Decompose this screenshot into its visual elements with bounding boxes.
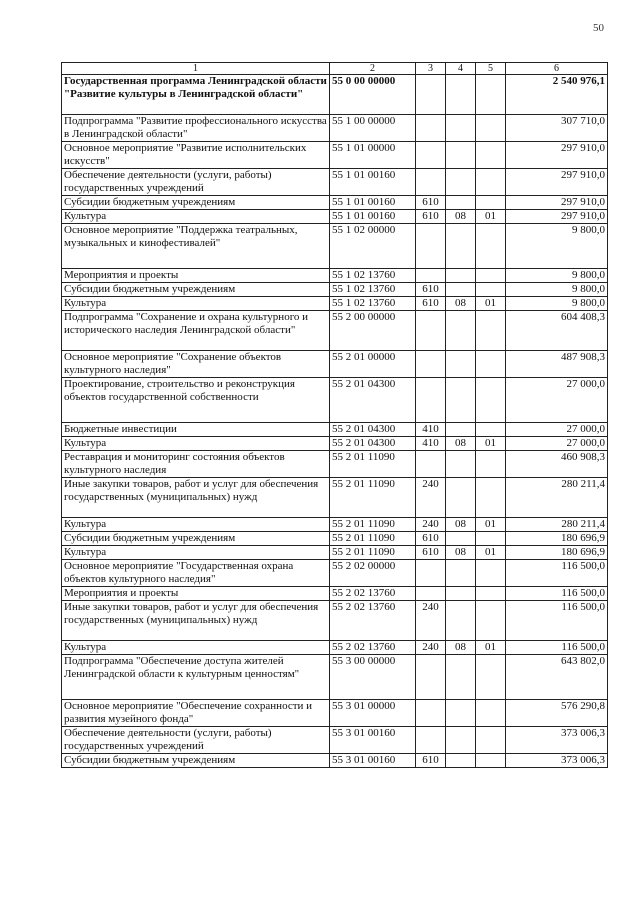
header-col-5: 5 bbox=[476, 63, 506, 75]
row-name-cell: Основное мероприятие "Государственная охрана объектов культурного наследия" bbox=[62, 560, 330, 587]
row-col4-cell bbox=[446, 587, 476, 601]
row-code-cell: 55 2 01 11090 bbox=[330, 451, 416, 478]
row-col3-cell: 610 bbox=[416, 546, 446, 560]
table-row bbox=[62, 115, 608, 142]
row-amount-cell: 27 000,0 bbox=[506, 423, 608, 437]
row-col3-cell: 240 bbox=[416, 478, 446, 518]
row-amount-cell: 604 408,3 bbox=[506, 311, 608, 351]
row-name-cell: Культура bbox=[62, 641, 330, 655]
row-amount-cell: 280 211,4 bbox=[506, 478, 608, 518]
row-code-cell: 55 2 01 11090 bbox=[330, 478, 416, 518]
row-name-cell: Культура bbox=[62, 210, 330, 224]
row-amount-cell: 116 500,0 bbox=[506, 641, 608, 655]
row-col5-cell bbox=[476, 75, 506, 115]
header-col-1: 1 bbox=[62, 63, 330, 75]
table-row bbox=[62, 224, 608, 269]
row-col3-cell bbox=[416, 378, 446, 423]
row-amount-cell: 9 800,0 bbox=[506, 297, 608, 311]
row-name-cell: Субсидии бюджетным учреждениям bbox=[62, 532, 330, 546]
row-col4-cell bbox=[446, 196, 476, 210]
row-col3-cell: 610 bbox=[416, 754, 446, 768]
table-row bbox=[62, 437, 608, 451]
row-col5-cell bbox=[476, 115, 506, 142]
row-col5-cell bbox=[476, 601, 506, 641]
table-row bbox=[62, 196, 608, 210]
row-amount-cell: 487 908,3 bbox=[506, 351, 608, 378]
row-col3-cell: 410 bbox=[416, 423, 446, 437]
row-col4-cell bbox=[446, 378, 476, 423]
row-col3-cell bbox=[416, 727, 446, 754]
row-code-cell: 55 2 02 13760 bbox=[330, 601, 416, 641]
row-col4-cell bbox=[446, 269, 476, 283]
row-amount-cell: 116 500,0 bbox=[506, 587, 608, 601]
row-name-cell: Иные закупки товаров, работ и услуг для обеспечения государственных (муниципальных) нужд bbox=[62, 601, 330, 641]
row-code-cell: 55 2 01 04300 bbox=[330, 437, 416, 451]
row-name-cell: Государственная программа Ленинградской области "Развитие культуры в Ленинградской области" bbox=[62, 75, 330, 115]
row-col4-cell bbox=[446, 700, 476, 727]
row-col4-cell: 08 bbox=[446, 210, 476, 224]
row-amount-cell: 27 000,0 bbox=[506, 378, 608, 423]
row-col3-cell: 610 bbox=[416, 210, 446, 224]
row-name-cell: Мероприятия и проекты bbox=[62, 269, 330, 283]
row-col3-cell bbox=[416, 655, 446, 700]
row-col5-cell bbox=[476, 423, 506, 437]
row-name-cell: Бюджетные инвестиции bbox=[62, 423, 330, 437]
header-col-4: 4 bbox=[446, 63, 476, 75]
table-row bbox=[62, 142, 608, 169]
row-col3-cell bbox=[416, 269, 446, 283]
row-code-cell: 55 2 01 04300 bbox=[330, 423, 416, 437]
row-col5-cell: 01 bbox=[476, 437, 506, 451]
table-row bbox=[62, 587, 608, 601]
row-col4-cell bbox=[446, 169, 476, 196]
row-name-cell: Основное мероприятие "Поддержка театральных, музыкальных и кинофестивалей" bbox=[62, 224, 330, 269]
row-amount-cell: 9 800,0 bbox=[506, 224, 608, 269]
header-col-6: 6 bbox=[506, 63, 608, 75]
row-code-cell: 55 2 00 00000 bbox=[330, 311, 416, 351]
row-col3-cell: 610 bbox=[416, 196, 446, 210]
row-col4-cell bbox=[446, 283, 476, 297]
row-name-cell: Основное мероприятие "Сохранение объектов культурного наследия" bbox=[62, 351, 330, 378]
table-row bbox=[62, 754, 608, 768]
table-row bbox=[62, 423, 608, 437]
row-col4-cell bbox=[446, 351, 476, 378]
table-row bbox=[62, 283, 608, 297]
row-name-cell: Иные закупки товаров, работ и услуг для обеспечения государственных (муниципальных) нужд bbox=[62, 478, 330, 518]
row-col4-cell: 08 bbox=[446, 641, 476, 655]
row-col3-cell: 240 bbox=[416, 641, 446, 655]
row-col3-cell: 410 bbox=[416, 437, 446, 451]
row-col5-cell: 01 bbox=[476, 297, 506, 311]
table-row bbox=[62, 269, 608, 283]
row-amount-cell: 297 910,0 bbox=[506, 169, 608, 196]
row-col4-cell bbox=[446, 423, 476, 437]
row-name-cell: Подпрограмма "Сохранение и охрана культурного и исторического наследия Ленинградской области" bbox=[62, 311, 330, 351]
row-col4-cell bbox=[446, 311, 476, 351]
row-col5-cell bbox=[476, 283, 506, 297]
row-amount-cell: 180 696,9 bbox=[506, 532, 608, 546]
row-name-cell: Культура bbox=[62, 546, 330, 560]
row-code-cell: 55 2 02 13760 bbox=[330, 641, 416, 655]
table-row bbox=[62, 75, 608, 115]
row-name-cell: Культура bbox=[62, 297, 330, 311]
row-amount-cell: 280 211,4 bbox=[506, 518, 608, 532]
table-row bbox=[62, 727, 608, 754]
row-code-cell: 55 1 02 13760 bbox=[330, 283, 416, 297]
table-row bbox=[62, 700, 608, 727]
row-col5-cell bbox=[476, 655, 506, 700]
row-amount-cell: 576 290,8 bbox=[506, 700, 608, 727]
row-col5-cell bbox=[476, 142, 506, 169]
row-code-cell: 55 3 01 00160 bbox=[330, 754, 416, 768]
row-col4-cell bbox=[446, 451, 476, 478]
table-body bbox=[62, 75, 608, 768]
row-col3-cell bbox=[416, 75, 446, 115]
row-col5-cell bbox=[476, 196, 506, 210]
row-col3-cell: 610 bbox=[416, 283, 446, 297]
row-code-cell: 55 2 01 11090 bbox=[330, 518, 416, 532]
row-code-cell: 55 2 01 11090 bbox=[330, 532, 416, 546]
row-amount-cell: 373 006,3 bbox=[506, 754, 608, 768]
row-code-cell: 55 3 01 00000 bbox=[330, 700, 416, 727]
row-col4-cell bbox=[446, 532, 476, 546]
table-row bbox=[62, 351, 608, 378]
row-name-cell: Основное мероприятие "Развитие исполнительских искусств" bbox=[62, 142, 330, 169]
row-col5-cell bbox=[476, 532, 506, 546]
row-col3-cell bbox=[416, 115, 446, 142]
row-col3-cell bbox=[416, 700, 446, 727]
table-row bbox=[62, 210, 608, 224]
row-amount-cell: 307 710,0 bbox=[506, 115, 608, 142]
row-col5-cell: 01 bbox=[476, 641, 506, 655]
row-col5-cell bbox=[476, 587, 506, 601]
table-header-row bbox=[62, 63, 608, 75]
row-col3-cell bbox=[416, 560, 446, 587]
row-col3-cell bbox=[416, 351, 446, 378]
table-row bbox=[62, 297, 608, 311]
row-code-cell: 55 2 01 04300 bbox=[330, 378, 416, 423]
row-col5-cell bbox=[476, 224, 506, 269]
row-col5-cell bbox=[476, 169, 506, 196]
table-row bbox=[62, 311, 608, 351]
table-row bbox=[62, 560, 608, 587]
table-row bbox=[62, 169, 608, 196]
row-col4-cell bbox=[446, 478, 476, 518]
row-col5-cell bbox=[476, 560, 506, 587]
row-code-cell: 55 1 01 00160 bbox=[330, 196, 416, 210]
budget-table bbox=[61, 62, 608, 768]
row-name-cell: Обеспечение деятельности (услуги, работы) государственных учреждений bbox=[62, 727, 330, 754]
row-col3-cell: 240 bbox=[416, 601, 446, 641]
row-code-cell: 55 1 02 13760 bbox=[330, 269, 416, 283]
row-code-cell: 55 3 01 00160 bbox=[330, 727, 416, 754]
row-amount-cell: 27 000,0 bbox=[506, 437, 608, 451]
table-row bbox=[62, 655, 608, 700]
table-row bbox=[62, 546, 608, 560]
row-amount-cell: 9 800,0 bbox=[506, 283, 608, 297]
row-col4-cell bbox=[446, 754, 476, 768]
row-col3-cell bbox=[416, 142, 446, 169]
header-col-3: 3 bbox=[416, 63, 446, 75]
table-row bbox=[62, 601, 608, 641]
row-code-cell: 55 2 02 13760 bbox=[330, 587, 416, 601]
row-col3-cell: 610 bbox=[416, 297, 446, 311]
row-code-cell: 55 2 01 00000 bbox=[330, 351, 416, 378]
row-code-cell: 55 1 02 13760 bbox=[330, 297, 416, 311]
row-col4-cell bbox=[446, 601, 476, 641]
row-code-cell: 55 1 01 00160 bbox=[330, 210, 416, 224]
row-code-cell: 55 3 00 00000 bbox=[330, 655, 416, 700]
row-col4-cell: 08 bbox=[446, 297, 476, 311]
row-amount-cell: 297 910,0 bbox=[506, 142, 608, 169]
row-name-cell: Культура bbox=[62, 518, 330, 532]
row-col5-cell: 01 bbox=[476, 518, 506, 532]
table-row bbox=[62, 378, 608, 423]
row-name-cell: Субсидии бюджетным учреждениям bbox=[62, 283, 330, 297]
row-col5-cell: 01 bbox=[476, 546, 506, 560]
row-code-cell: 55 1 01 00000 bbox=[330, 142, 416, 169]
row-col5-cell bbox=[476, 351, 506, 378]
row-name-cell: Культура bbox=[62, 437, 330, 451]
row-amount-cell: 643 802,0 bbox=[506, 655, 608, 700]
table-row bbox=[62, 532, 608, 546]
row-col5-cell bbox=[476, 754, 506, 768]
table-row bbox=[62, 641, 608, 655]
row-code-cell: 55 1 01 00160 bbox=[330, 169, 416, 196]
row-name-cell: Субсидии бюджетным учреждениям bbox=[62, 754, 330, 768]
row-col5-cell bbox=[476, 727, 506, 754]
row-col5-cell bbox=[476, 378, 506, 423]
row-amount-cell: 180 696,9 bbox=[506, 546, 608, 560]
row-col5-cell bbox=[476, 478, 506, 518]
row-col3-cell: 610 bbox=[416, 532, 446, 546]
row-col5-cell bbox=[476, 451, 506, 478]
row-col4-cell bbox=[446, 224, 476, 269]
row-col3-cell bbox=[416, 587, 446, 601]
row-col4-cell: 08 bbox=[446, 546, 476, 560]
table-row bbox=[62, 518, 608, 532]
row-amount-cell: 116 500,0 bbox=[506, 560, 608, 587]
row-col4-cell bbox=[446, 75, 476, 115]
row-name-cell: Подпрограмма "Развитие профессионального искусства в Ленинградской области" bbox=[62, 115, 330, 142]
row-col4-cell: 08 bbox=[446, 437, 476, 451]
row-col5-cell bbox=[476, 311, 506, 351]
row-code-cell: 55 0 00 00000 bbox=[330, 75, 416, 115]
row-name-cell: Мероприятия и проекты bbox=[62, 587, 330, 601]
row-col4-cell: 08 bbox=[446, 518, 476, 532]
row-amount-cell: 9 800,0 bbox=[506, 269, 608, 283]
row-col4-cell bbox=[446, 655, 476, 700]
row-col5-cell: 01 bbox=[476, 210, 506, 224]
row-amount-cell: 373 006,3 bbox=[506, 727, 608, 754]
row-name-cell: Субсидии бюджетным учреждениям bbox=[62, 196, 330, 210]
row-col5-cell bbox=[476, 700, 506, 727]
row-col3-cell bbox=[416, 451, 446, 478]
row-amount-cell: 2 540 976,1 bbox=[506, 75, 608, 115]
row-col5-cell bbox=[476, 269, 506, 283]
row-name-cell: Основное мероприятие "Обеспечение сохранности и развития музейного фонда" bbox=[62, 700, 330, 727]
page-number: 50 bbox=[593, 22, 604, 34]
row-code-cell: 55 1 00 00000 bbox=[330, 115, 416, 142]
header-col-2: 2 bbox=[330, 63, 416, 75]
row-col4-cell bbox=[446, 560, 476, 587]
row-name-cell: Реставрация и мониторинг состояния объектов культурного наследия bbox=[62, 451, 330, 478]
row-col3-cell bbox=[416, 224, 446, 269]
row-name-cell: Подпрограмма "Обеспечение доступа жителей Ленинградской области к культурным ценностям" bbox=[62, 655, 330, 700]
row-code-cell: 55 2 02 00000 bbox=[330, 560, 416, 587]
row-amount-cell: 297 910,0 bbox=[506, 210, 608, 224]
row-col4-cell bbox=[446, 727, 476, 754]
row-col3-cell bbox=[416, 169, 446, 196]
row-code-cell: 55 2 01 11090 bbox=[330, 546, 416, 560]
table-row bbox=[62, 478, 608, 518]
row-amount-cell: 297 910,0 bbox=[506, 196, 608, 210]
row-col3-cell bbox=[416, 311, 446, 351]
row-col3-cell: 240 bbox=[416, 518, 446, 532]
row-name-cell: Проектирование, строительство и реконструкция объектов государственной собственности bbox=[62, 378, 330, 423]
row-name-cell: Обеспечение деятельности (услуги, работы) государственных учреждений bbox=[62, 169, 330, 196]
table-row bbox=[62, 451, 608, 478]
row-amount-cell: 460 908,3 bbox=[506, 451, 608, 478]
row-col4-cell bbox=[446, 115, 476, 142]
row-col4-cell bbox=[446, 142, 476, 169]
row-code-cell: 55 1 02 00000 bbox=[330, 224, 416, 269]
row-amount-cell: 116 500,0 bbox=[506, 601, 608, 641]
